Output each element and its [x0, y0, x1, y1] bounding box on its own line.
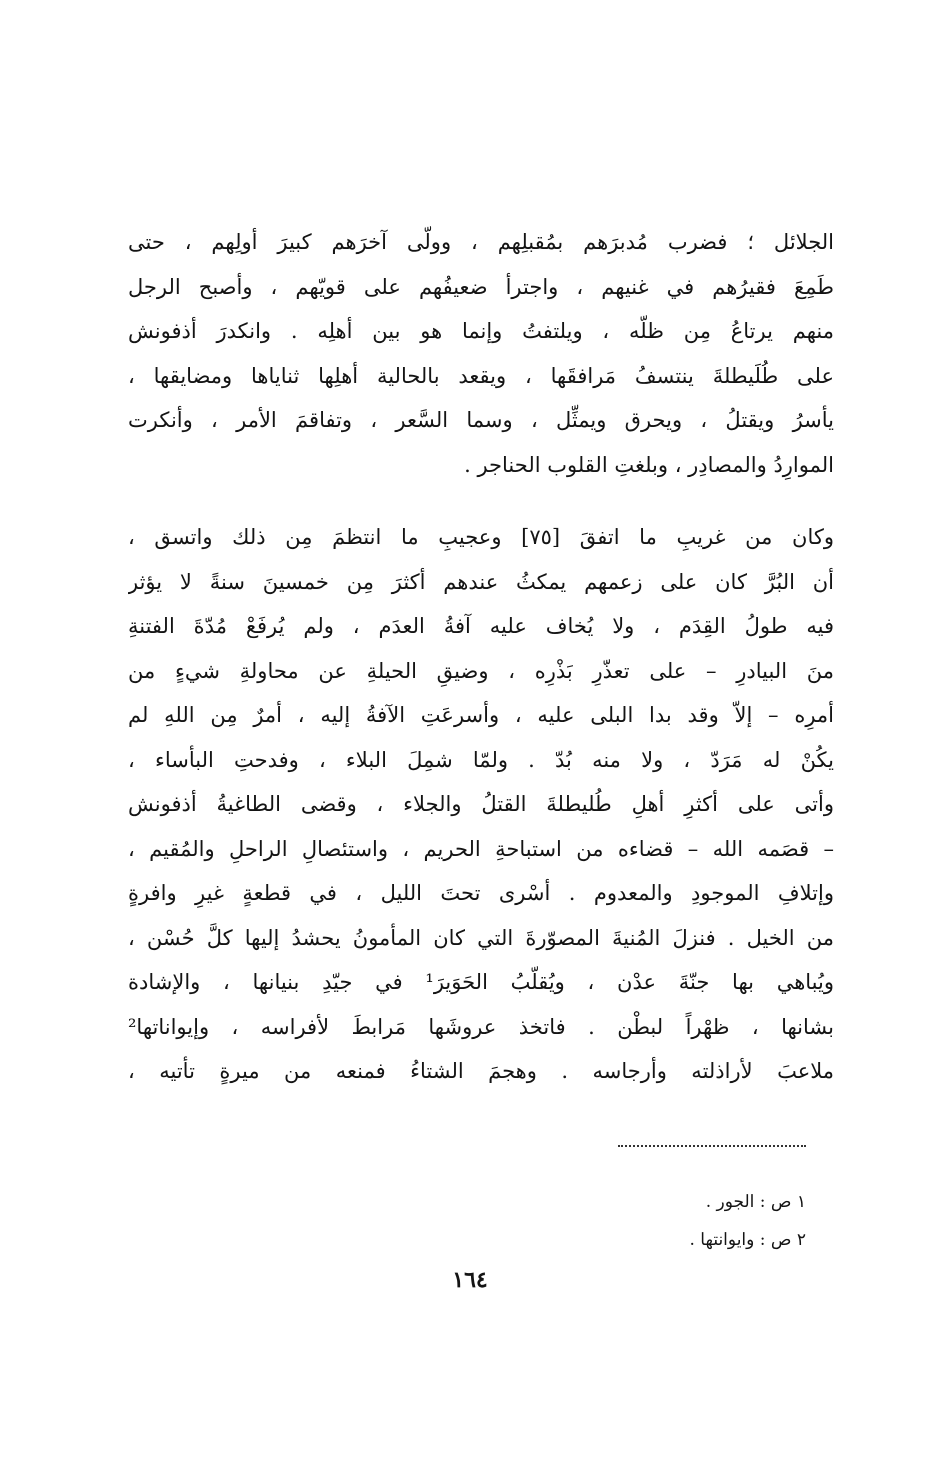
text-line: أن البُرَّ كان على زعمهم يمكثُ عندهم أكثرَ مِن خمسينَ سنةً لا يؤثر: [128, 569, 834, 594]
paragraph-2: [128, 515, 834, 1094]
text-line: طَمِعَ فقيرُهم في غنيهم ، واجترأ ضعيفُهم على قويّهم ، وأصبح الرجل: [128, 274, 834, 299]
text-line: من الخيل . فنزلَ المُنيةَ المصوّرةَ التي كان المأمونُ يحشدُ إليها كلَّ حُسْن ،: [128, 925, 834, 950]
text-line: ويُباهي بها جنّةَ عدْن ، ويُقلّبُ الحَوَيرَ¹ في جيّدِ بنيانها ، والإشادة: [128, 970, 834, 994]
text-line: منهم يرتاعُ مِن ظلّه ، ويلتفتُ وإنما هو بين أهلِه . وانكدرَ أذفونش: [128, 319, 834, 343]
footnote-separator: [618, 1145, 806, 1147]
text-line: بشانها ، ظهْراً لبطْن . فاتخذ عروشَها مَرابطَ لأفراسه ، وإيواناتها²: [128, 1014, 834, 1039]
footnote: ١ ص : الجور .: [705, 1192, 806, 1212]
footnotes: [560, 1183, 806, 1259]
footnote: ٢ ص : وايوانتها .: [689, 1230, 806, 1250]
text-line: وإتلافِ الموجودِ والمعدوم . أسْرى تحتَ الليل ، في قطعةٍ غيرِ وافرةٍ: [128, 881, 834, 905]
text-line: يأسرُ ويقتلُ ، ويحرق ويمثِّل ، وسما السَّعر ، وتفاقمَ الأمر ، وأنكرت: [128, 408, 834, 432]
text-line: الجلائل ؛ فضرب مُدبرَهم بمُقبلِهم ، وولّى آخرَهم كبيرَ أولِهم ، حتى: [128, 230, 834, 254]
text-line: – قصَمه الله – قضاءه من استباحةِ الحريم ، واستئصالِ الراحلِ والمُقيم ،: [128, 836, 834, 861]
text-line: وأتى على أكثرِ أهلِ طُليطلةَ القتلُ والجلاء ، وقضى الطاغيةُ أذفونش: [128, 792, 834, 816]
text-line: وكان من غريبِ ما اتفقَ [٧٥] وعجيبِ ما انتظمَ مِن ذلك واتسق ،: [128, 525, 834, 549]
text-line: فيه طولُ القِدَم ، ولا يُخاف عليه آفةُ العدَم ، ولم يُرفَعْ مُدّةَ الفتنةِ: [128, 614, 834, 638]
text-line: على طُلَيطلةَ ينتسفُ مَرافقَها ، ويقعد بالحالية أهلِها ثناياها ومضايقها ،: [128, 363, 834, 388]
text-line: منَ البيادرِ – على تعذّرِ بَذْرِه ، وضيقِ الحيلةِ عن محاولةِ شيءٍ من: [128, 658, 834, 683]
text-line: ملاعبَ لأراذلته وأرجاسه . وهجمَ الشتاءُ فمنعه من ميرةٍ تأتيه ،: [128, 1059, 834, 1083]
text-line: أمرِه – إلاّ وقد بدا البلى عليه ، وأسرعَتِ الآفةُ إليه ، أمرٌ مِن اللهِ لم: [128, 703, 834, 727]
text-line: الموارِدُ والمصادِر ، وبلغتِ القلوب الحناجر .: [464, 452, 834, 477]
page-number: ١٦٤: [452, 1267, 488, 1293]
text-line: يكُنْ له مَرَدّ ، ولا منه بُدّ . ولمّا شمِلَ البلاء ، وفدحتِ البأساء ،: [128, 747, 834, 772]
paragraph-1: [128, 220, 834, 487]
